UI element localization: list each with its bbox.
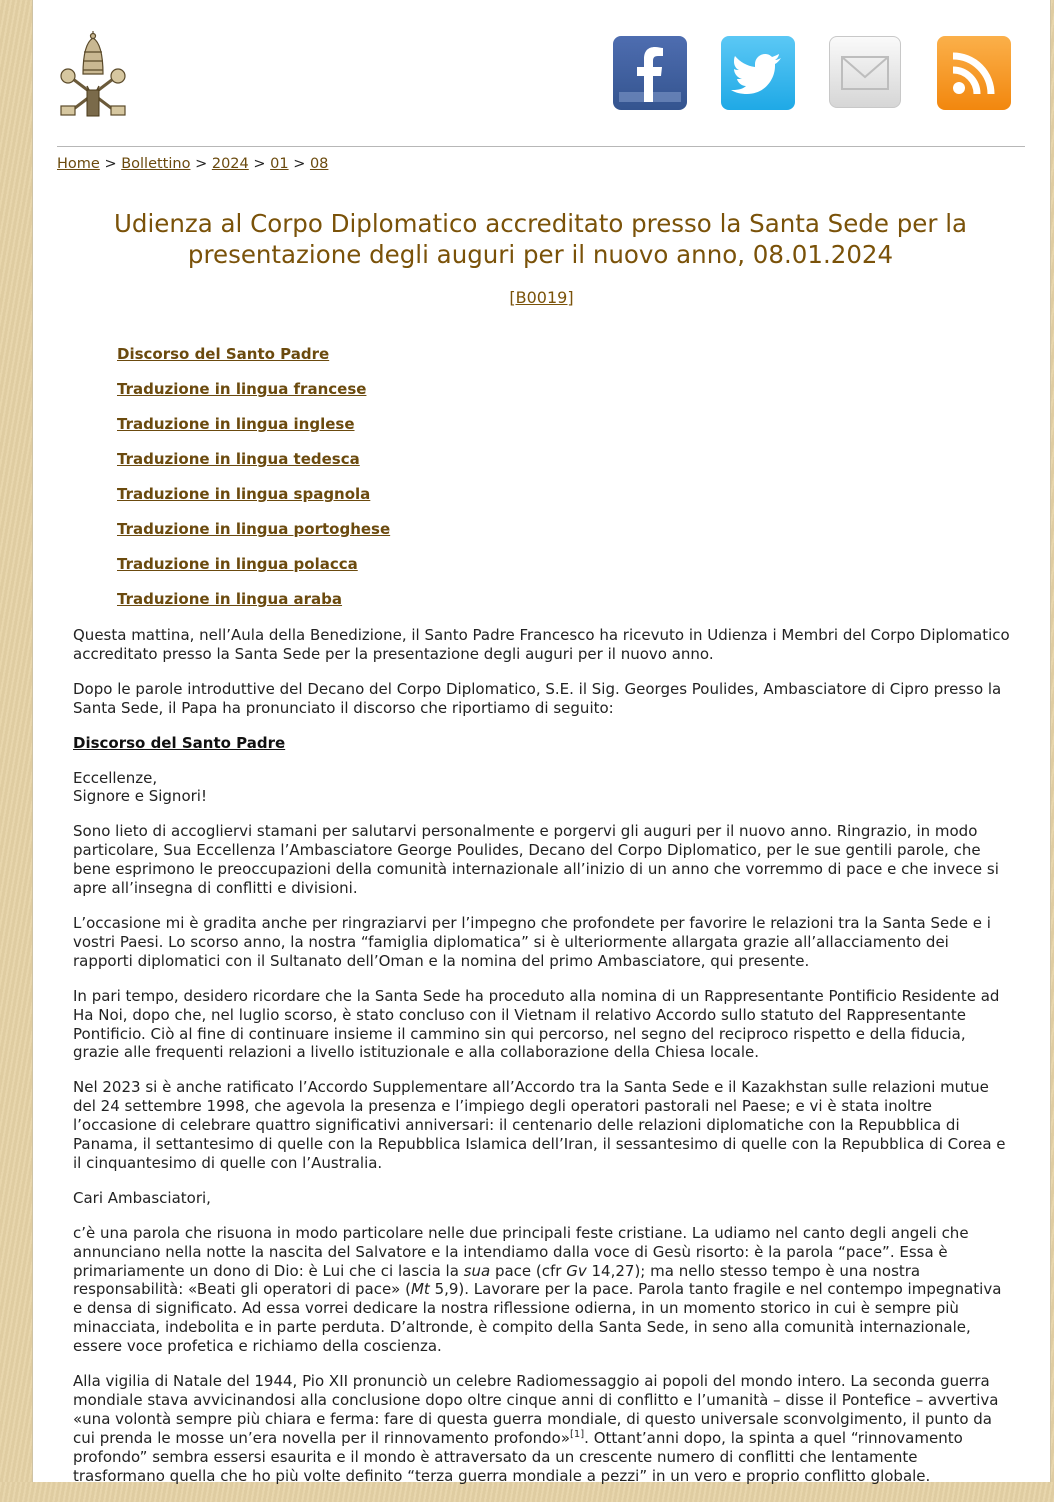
breadcrumb-separator: > xyxy=(253,156,266,172)
link-discorso[interactable]: Discorso del Santo Padre xyxy=(117,345,330,363)
translation-links-list xyxy=(117,345,390,625)
link-polacca[interactable]: Traduzione in lingua polacca xyxy=(117,555,358,573)
list-item xyxy=(117,485,390,520)
paragraph: L’occasione mi è gradita anche per ringraziarvi per l’impegno che profondete per favorire le relazioni tra la Santa Sede e i vostri Paesi. Lo scorso anno, la nostra “famiglia diplomatica” si è ulteriormente allargata grazie all’allacciamento dei rapporti diplomatici con il Sultanato dell’Oman e la nomina del primo Ambasciatore, qui presente. xyxy=(73,913,991,970)
footnote-link[interactable]: [1] xyxy=(570,1428,585,1440)
link-araba[interactable]: Traduzione in lingua araba xyxy=(117,590,343,608)
email-icon xyxy=(830,37,900,107)
header-divider xyxy=(57,146,1025,147)
section-heading xyxy=(73,734,1013,753)
text-run: pace (cfr xyxy=(490,1261,567,1280)
text-run: c’è una parola che risuona in modo particolare nelle due principali feste cristiane. La udiamo nel canto degli angeli che annunciano nella notte la nascita del Salvatore e la intendiamo dalla voce di Gesù risorto: è la parola “pace”. Essa è primariamente un dono di Dio: è Lui che ci lascia la xyxy=(73,1223,969,1280)
link-francese[interactable]: Traduzione in lingua francese xyxy=(117,380,367,398)
section-heading-link[interactable]: Discorso del Santo Padre xyxy=(73,733,286,752)
page-container xyxy=(32,0,1051,1485)
paragraph: Questa mattina, nell’Aula della Benedizione, il Santo Padre Francesco ha ricevuto in Udienza i Membri del Corpo Diplomatico accreditato presso la Santa Sede per la presentazione degli auguri per il nuovo anno. xyxy=(73,626,1010,663)
rss-button[interactable] xyxy=(937,36,1011,110)
breadcrumb-home[interactable]: Home xyxy=(57,156,100,172)
paragraph: Cari Ambasciatori, xyxy=(73,1188,211,1207)
breadcrumb-separator: > xyxy=(104,156,117,172)
link-inglese[interactable]: Traduzione in lingua inglese xyxy=(117,415,355,433)
greeting-line: Signore e Signori! xyxy=(73,787,207,806)
email-button[interactable] xyxy=(829,36,901,108)
twitter-button[interactable] xyxy=(721,36,795,110)
list-item xyxy=(117,345,390,380)
italic-run: Gv xyxy=(566,1261,587,1280)
twitter-icon xyxy=(721,36,795,110)
bulletin-code-link[interactable]: [B0019] xyxy=(509,288,574,307)
link-portoghese[interactable]: Traduzione in lingua portoghese xyxy=(117,520,391,538)
breadcrumb-year[interactable]: 2024 xyxy=(211,156,249,172)
paragraph: In pari tempo, desidero ricordare che la Santa Sede ha proceduto alla nomina di un Rappresentante Pontificio Residente ad Ha Noi, dopo che, nel luglio scorso, è stato concluso con il Vietnam il relativo Accordo sullo statuto del Rappresentante Pontificio. Ciò al fine di continuare insieme il cammino sin qui percorso, nel segno del reciproco rispetto e della fiducia, grazie alle frequenti relazioni a livello istituzionale e alla collaborazione della Chiesa locale. xyxy=(73,986,1000,1062)
breadcrumb xyxy=(57,156,328,172)
list-item xyxy=(117,450,390,485)
paragraph: Sono lieto di accogliervi stamani per salutarvi personalmente e porgervi gli auguri per il nuovo anno. Ringrazio, in modo particolare, Sua Eccellenza l’Ambasciatore George Poulides, Decano del Corpo Diplomatico, per le sue gentili parole, che bene esprimono le preoccupazioni della comunità internazionale all’inizio di un anno che vorremmo di pace e che invece si apre all’insegna di conflitti e divisioni. xyxy=(73,822,999,898)
breadcrumb-separator: > xyxy=(195,156,208,172)
list-item xyxy=(117,380,390,415)
paragraph: Dopo le parole introduttive del Decano del Corpo Diplomatico, S.E. il Sig. Georges Poulides, Ambasciatore di Cipro presso la Santa Sede, il Papa ha pronunciato il discorso che riportiamo di seguito: xyxy=(73,679,1002,717)
papal-keys-coat-of-arms-icon[interactable] xyxy=(57,30,129,120)
list-item xyxy=(117,520,390,555)
facebook-icon xyxy=(613,36,687,110)
bulletin-code xyxy=(33,288,1050,307)
text-run: Alla vigilia di Natale del 1944, Pio XII pronunciò un celebre Radiomessaggio ai popoli del mondo intero. La seconda guerra mondiale stava avvicinandosi alla conclusione dopo oltre cinque anni di conflitto e l’umanità – disse il Pontefice – avvertiva «una volontà sempre più chiara e ferma: fare di questa guerra mondiale, di questo universale sconvolgimento, il punto da cui prenda le mosse un’era novella per il rinnovamento profondo» xyxy=(73,1372,999,1447)
paragraph xyxy=(73,1224,1013,1356)
text-run: 5,9). Lavorare per la pace. Parola tanto fragile e nel contempo impegnativa e densa di significato. Ad essa vorrei dedicare la nostra riflessione odierna, in un momento storico in cui è sempre più minacciata, indebolita e in parte perduta. D’altronde, è compito della Santa Sede, in seno alla comunità internazionale, essere voce profetica e richiamo della coscienza. xyxy=(73,1280,1002,1356)
article-body xyxy=(73,626,1013,1502)
link-tedesca[interactable]: Traduzione in lingua tedesca xyxy=(117,450,360,468)
breadcrumb-month[interactable]: 01 xyxy=(270,156,289,172)
paragraph xyxy=(73,1372,1013,1485)
greeting xyxy=(73,769,1013,807)
breadcrumb-separator: > xyxy=(293,156,306,172)
italic-run: sua xyxy=(463,1261,491,1280)
list-item xyxy=(117,415,390,450)
rss-icon xyxy=(937,36,1011,110)
breadcrumb-bollettino[interactable]: Bollettino xyxy=(121,156,191,172)
text-run: . Ottant’anni dopo, la spinta a quel “rinnovamento profondo” sembra essersi esaurita e il mondo è attraversato da un crescente numero di conflitti che lentamente trasformano quella che ho più volte definito “terza guerra mondiale a pezzi” in un vero e proprio conflitto globale. xyxy=(73,1428,963,1485)
list-item xyxy=(117,555,390,590)
breadcrumb-day[interactable]: 08 xyxy=(309,156,329,172)
facebook-button[interactable] xyxy=(613,36,687,110)
paragraph: Nel 2023 si è anche ratificato l’Accordo Supplementare all’Accordo tra la Santa Sede e il Kazakhstan sulle relazioni mutue del 24 settembre 1998, che agevola la presenza e l’impiego degli operatori pastorali nel Paese; e vi è stata inoltre l’occasione di celebrare quattro significativi anniversari: il centenario delle relazioni diplomatiche con la Repubblica di Panama, il settantesimo di quelle con la Repubblica Islamica dell’Iran, il sessantesimo di quelle con la Repubblica di Corea e il cinquantesimo di quelle con l’Australia. xyxy=(73,1078,1006,1172)
link-spagnola[interactable]: Traduzione in lingua spagnola xyxy=(117,485,371,503)
page-title: Udienza al Corpo Diplomatico accreditato presso la Santa Sede per la presentazione degli auguri per il nuovo anno, 08.01.2024 xyxy=(113,209,968,269)
text-run: 14,27); ma nello stesso tempo è una nostra responsabilità: «Beati gli operatori di pace» ( xyxy=(73,1261,921,1299)
greeting-line: Eccellenze, xyxy=(73,768,158,787)
italic-run: Mt xyxy=(410,1280,430,1299)
list-item xyxy=(117,590,390,625)
